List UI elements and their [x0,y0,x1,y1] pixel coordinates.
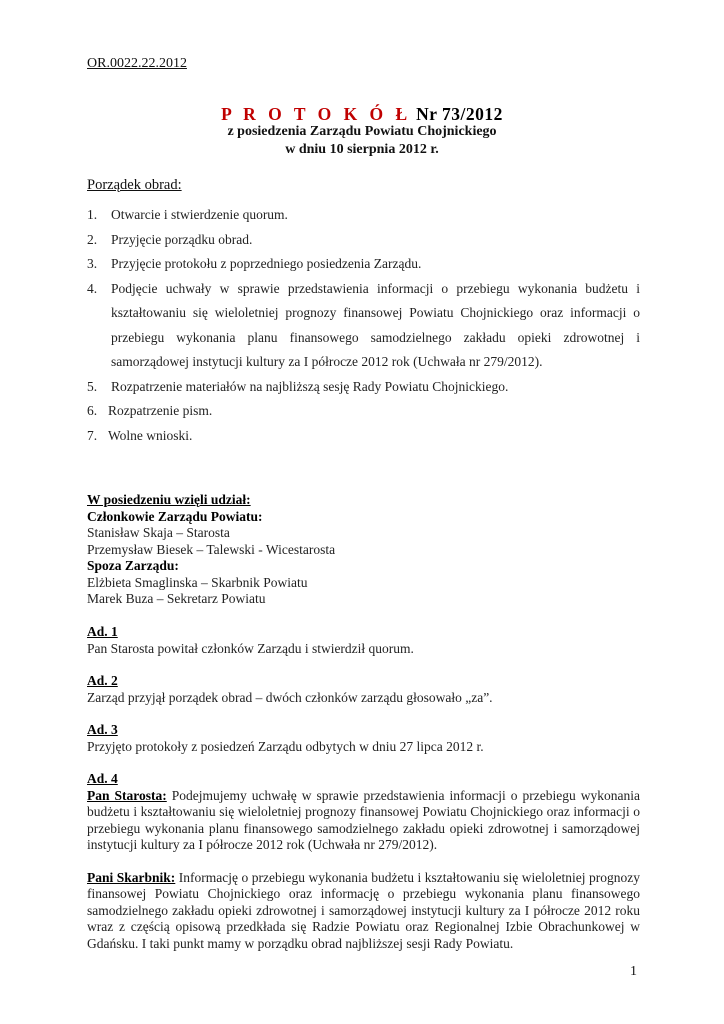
statement-text: Podejmujemy uchwałę w sprawie przedstawienia informacji o przebiegu wykonania budżetu i kształtowaniu się wieloletniej prognozy finansowej Powiatu Chojnickiego oraz informacji o przebiegu wykonania planu finansowego samodzielnego zakładu opieki zdrowotnej i samorządowej instytucji kultury za I półrocze 2012 rok (Uchwała nr 279/2012). [87,787,640,852]
agenda-item [87,203,640,228]
board-members-heading: Członkowie Zarządu Powiatu: [87,508,263,524]
section-text: Pan Starosta powitał członków Zarządu i stwierdził quorum. [87,640,414,656]
section-text: Przyjęto protokoły z posiedzeń Zarządu odbytych w dniu 27 lipca 2012 r. [87,738,484,754]
skarbnik-statement [87,870,640,953]
protocol-title [0,104,724,125]
section-ad-2 [87,673,640,706]
agenda-item-number: 4. [87,280,98,296]
agenda-item [87,252,640,277]
board-member: Przemysław Biesek – Talewski - Wicestarosta [87,541,336,557]
agenda-item-number: 2. [87,231,98,247]
agenda-item-number: 5. [87,378,98,394]
section-heading: Ad. 1 [87,624,118,639]
agenda-item-text: Rozpatrzenie materiałów na najbliższą sesję Rady Powiatu Chojnickiego. [111,378,509,394]
agenda-item [87,228,640,253]
agenda-item-text: Otwarcie i stwierdzenie quorum. [111,207,288,222]
agenda-item [87,375,640,400]
agenda-list [87,203,640,448]
outside-member: Elżbieta Smaglinska – Skarbnik Powiatu [87,574,308,590]
section-ad-1 [87,624,640,657]
agenda-item-text: Podjęcie uchwały w sprawie przedstawienia informacji o przebiegu wykonania budżetu i kształtowaniu się wieloletniej prognozy finansowej Powiatu Chojnickiego oraz informacji o przebiegu wykonania planu finansowego samodzielnego zakładu opieki zdrowotnej i samorządowej instytucji kultury za I półrocze 2012 rok (Uchwała nr 279/2012). [111,280,640,369]
section-heading: Ad. 3 [87,722,118,737]
attendance-heading: W posiedzeniu wzięli udział: [87,492,251,507]
attendance-section [87,492,640,608]
agenda-heading: Porządek obrad: [87,177,182,193]
protocol-subtitle: z posiedzenia Zarządu Powiatu Chojnickiego [227,124,497,139]
speaker-label: Pani Skarbnik: [87,869,176,885]
agenda-item-text: Wolne wnioski. [108,427,193,443]
agenda-item [87,277,640,375]
protocol-date: w dniu 10 sierpnia 2012 r. [285,142,439,157]
outside-board-heading: Spoza Zarządu: [87,558,179,573]
section-text: Zarząd przyjął porządek obrad – dwóch członków zarządu głosowało „za”. [87,689,493,705]
section-ad-4 [87,771,640,952]
section-heading: Ad. 4 [87,771,118,786]
agenda-item-text: Rozpatrzenie pism. [108,403,213,418]
agenda-item-number: 7. [87,427,98,443]
board-member: Stanisław Skaja – Starosta [87,525,230,540]
page-number: 1 [630,964,637,979]
agenda-item-text: Przyjęcie protokołu z poprzedniego posiedzenia Zarządu. [111,256,422,271]
statement-text: Informację o przebiegu wykonania budżetu i kształtowaniu się wieloletniej prognozy finansowej Powiatu Chojnickiego oraz informację o przebiegu wykonania planu finansowego samodzielnego zakładu opieki zdrowotnej i samorządowej instytucji kultury za I półrocze 2012 roku wraz z częścią opisową przedkłada się Radzie Powiatu oraz Regionalnej Izbie Obrachunkowej w Gdańsku. I taki punkt mamy w porządku obrad najbliższej sesji Rady Powiatu. [87,869,640,951]
protocol-number: Nr 73/2012 [411,104,503,124]
agenda-item [87,399,640,424]
agenda-item-number: 1. [87,207,98,222]
agenda-item-number: 6. [87,403,98,418]
section-heading: Ad. 2 [87,673,118,688]
speaker-label: Pan Starosta: [87,787,167,803]
agenda-item-text: Przyjęcie porządku obrad. [111,231,253,247]
agenda-item [87,424,640,449]
section-ad-3 [87,722,640,755]
document-reference: OR.0022.22.2012 [87,56,187,71]
starosta-statement [87,788,640,854]
outside-member: Marek Buza – Sekretarz Powiatu [87,591,266,606]
agenda-item-number: 3. [87,256,98,271]
protocol-title-word: P R O T O K Ó Ł [221,104,412,124]
